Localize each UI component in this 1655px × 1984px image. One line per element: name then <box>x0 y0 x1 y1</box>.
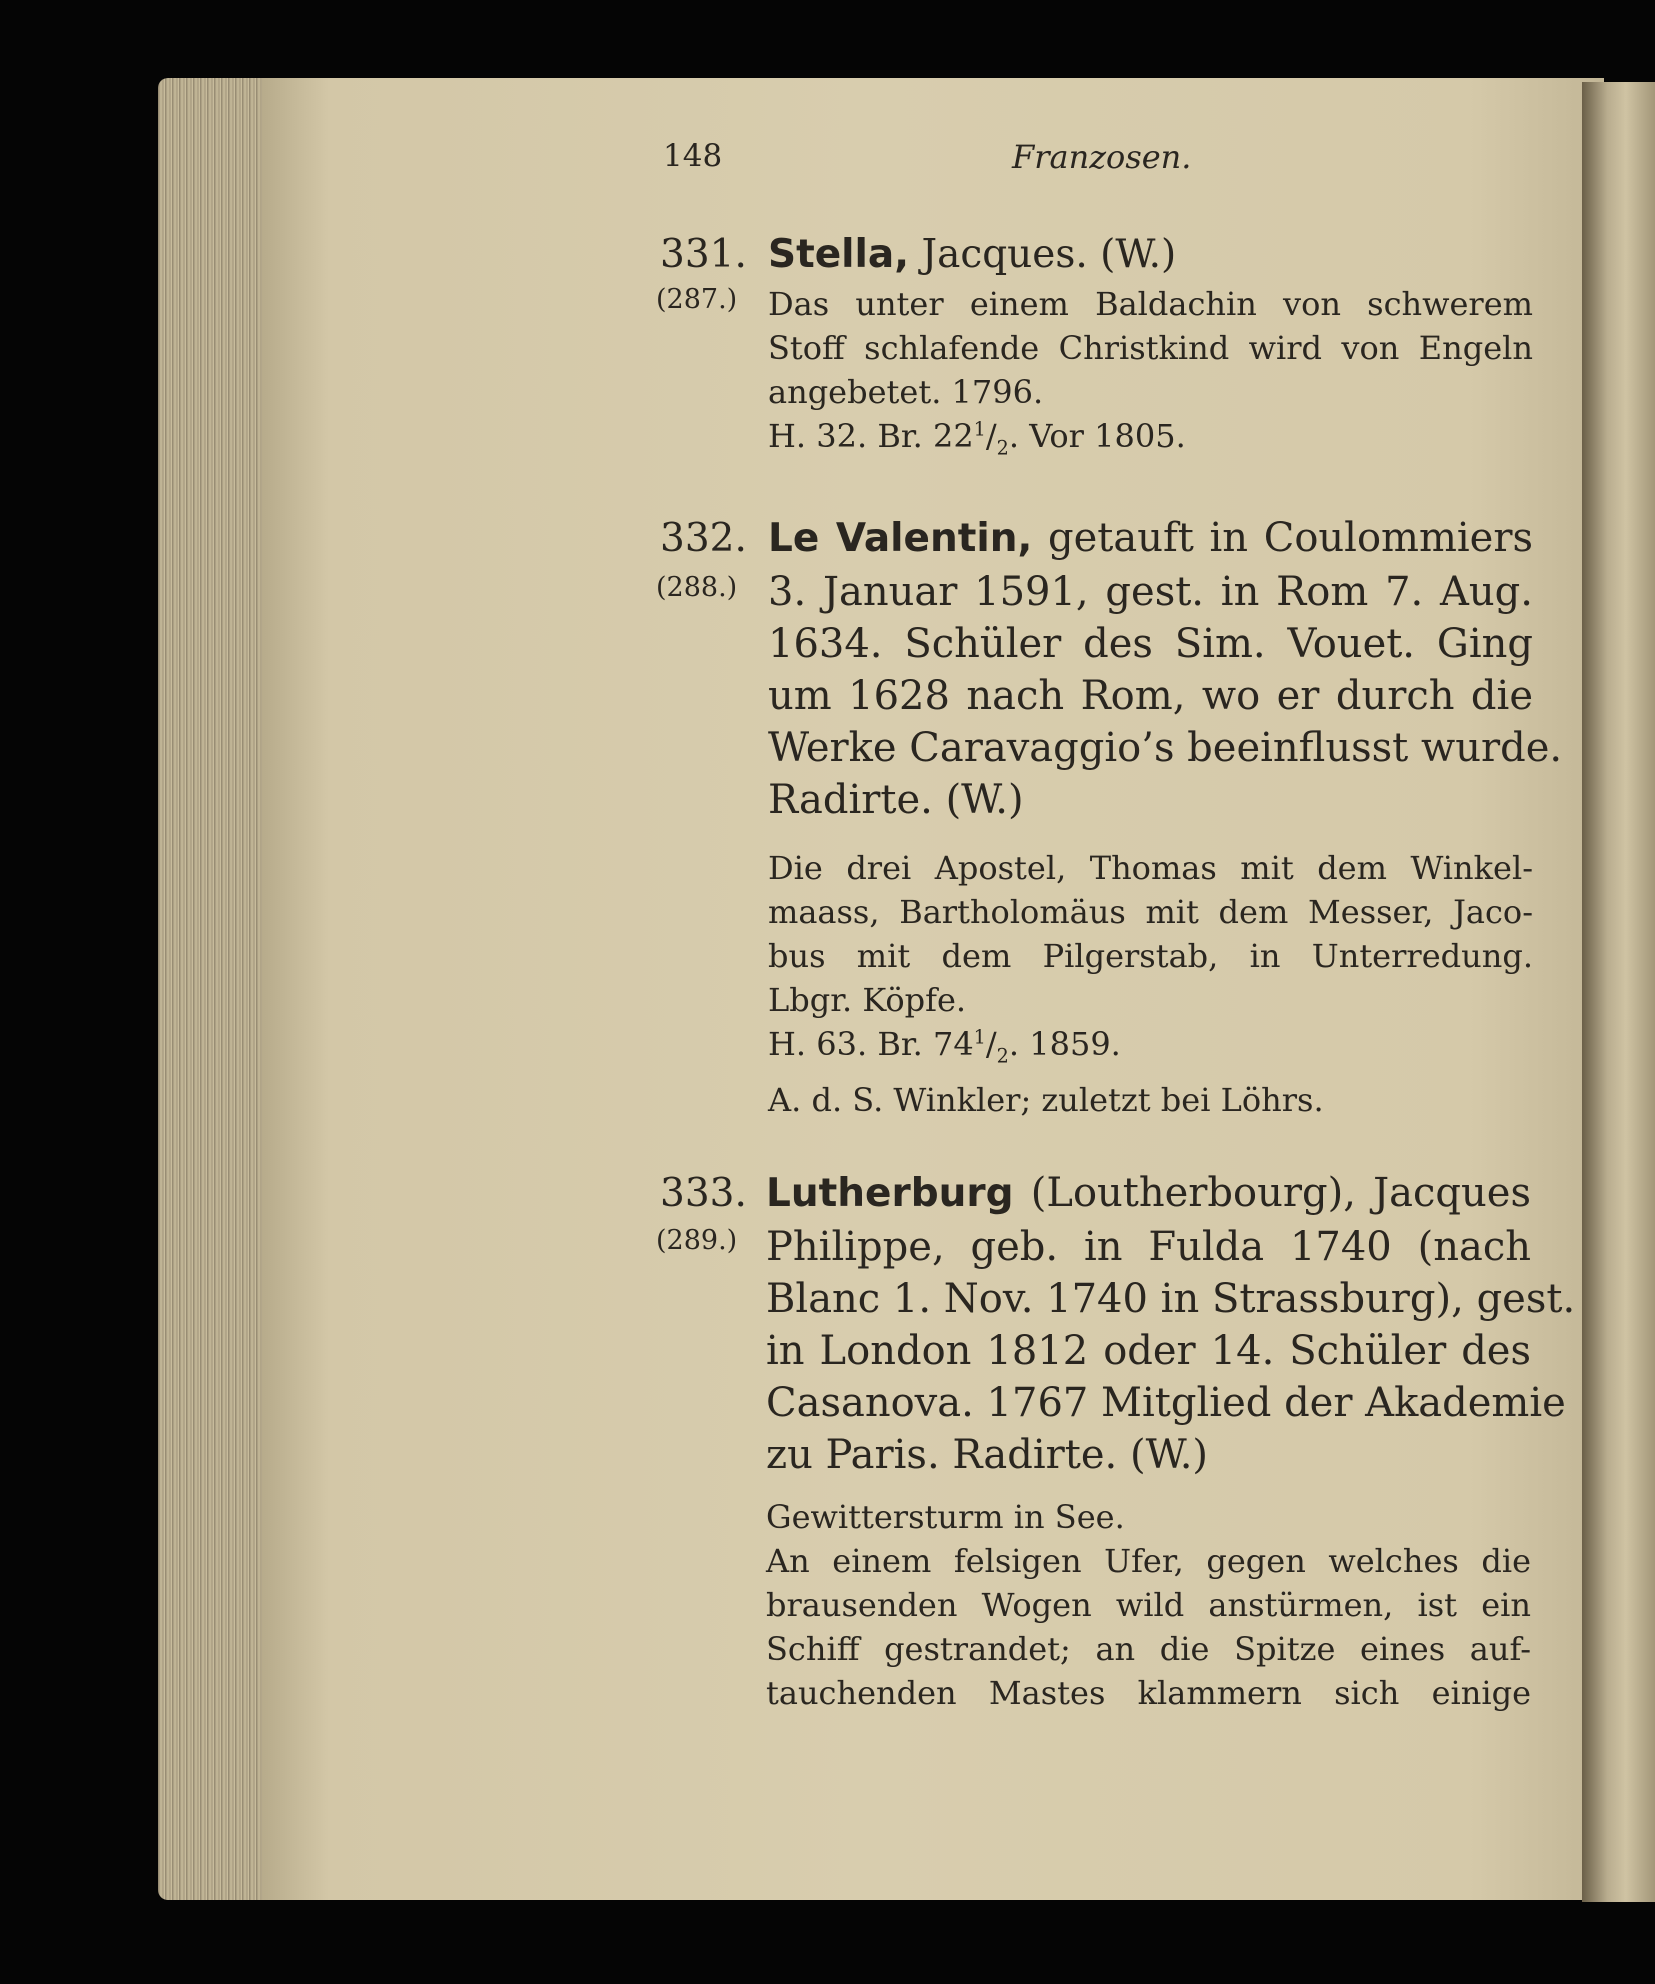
desc-line: Gewittersturm in See. <box>766 1498 1125 1536</box>
artist-name: Lutherburg <box>766 1171 1014 1216</box>
desc-line: bus mit dem Pilgerstab, in Unterredung. <box>768 937 1533 975</box>
bio-line: 1634. Schüler des Sim. Vouet. Ging <box>768 621 1533 667</box>
artist-info: (Loutherbourg), Jacques <box>1030 1170 1531 1216</box>
bio-line: 3. Januar 1591, gest. in Rom 7. Aug. <box>768 569 1533 615</box>
entry-heading <box>650 1167 1530 1221</box>
entry-heading <box>650 512 1534 566</box>
desc-line: maass, Bartholomäus mit dem Messer, Jaco- <box>768 893 1533 931</box>
desc-line: H. 32. Br. $22^1/_2$. Vor 1805. <box>768 417 1186 460</box>
entry-number: 332. <box>660 516 747 561</box>
work-description <box>766 1495 1531 1715</box>
catalog-entry-333 <box>650 1167 1576 1712</box>
old-number: (287.) <box>656 284 738 315</box>
artist-info: Jacques. (W.) <box>921 232 1177 277</box>
bio-line: um 1628 nach Rom, wo er durch die <box>768 673 1533 719</box>
catalog-entry-332 <box>650 512 1563 1120</box>
bio-line: in London 1812 oder 14. Schüler des <box>766 1328 1531 1374</box>
old-number: (288.) <box>656 572 738 603</box>
desc-line: brausenden Wogen wild anstürmen, ist ein <box>766 1586 1531 1624</box>
entry-heading <box>650 228 1530 282</box>
artist-biography <box>766 1221 1576 1481</box>
artist-info: getauft in Coulommiers <box>1048 515 1534 561</box>
desc-line: H. 63. Br. $74^1/_2$. 1859. <box>768 1025 1121 1068</box>
running-title: Franzosen. <box>1012 138 1192 176</box>
work-description <box>768 846 1533 1122</box>
page-number: 148 <box>663 138 723 174</box>
entry-number: 333. <box>660 1171 747 1216</box>
bio-line: zu Paris. Radirte. (W.) <box>766 1432 1209 1478</box>
bio-line: Werke Caravaggio’s beeinflusst wurde. <box>768 725 1563 771</box>
desc-line: A. d. S. Winkler; zuletzt bei Löhrs. <box>768 1081 1324 1120</box>
desc-line: tauchenden Mastes klammern sich einige <box>766 1674 1531 1712</box>
desc-line: Die drei Apostel, Thomas mit dem Winkel- <box>768 849 1533 887</box>
desc-line: Das unter einem Baldachin von schwerem <box>768 285 1533 323</box>
desc-line: angebetet. 1796. <box>768 373 1044 411</box>
bio-line: Blanc 1. Nov. 1740 in Strassburg), gest. <box>766 1276 1576 1322</box>
old-number: (289.) <box>656 1225 738 1256</box>
book-gutter <box>1582 82 1655 1902</box>
bio-line: Philippe, geb. in Fulda 1740 (nach <box>766 1224 1531 1270</box>
catalog-entry-331 <box>650 228 1533 460</box>
desc-line: Schiff gestrandet; an die Spitze eines auf- <box>766 1630 1531 1668</box>
entry-number: 331. <box>660 232 747 277</box>
desc-line: An einem felsigen Ufer, gegen welches die <box>766 1542 1531 1580</box>
work-description <box>768 282 1533 470</box>
artist-biography <box>768 566 1563 826</box>
bio-line: Radirte. (W.) <box>768 777 1024 823</box>
desc-line: Stoff schlafende Christkind wird von Engeln <box>768 329 1533 367</box>
artist-name: Stella, <box>768 232 910 277</box>
artist-name: Le Valentin, <box>768 516 1033 561</box>
desc-line: Lbgr. Köpfe. <box>768 981 967 1019</box>
bio-line: Casanova. 1767 Mitglied der Akademie <box>766 1380 1566 1426</box>
